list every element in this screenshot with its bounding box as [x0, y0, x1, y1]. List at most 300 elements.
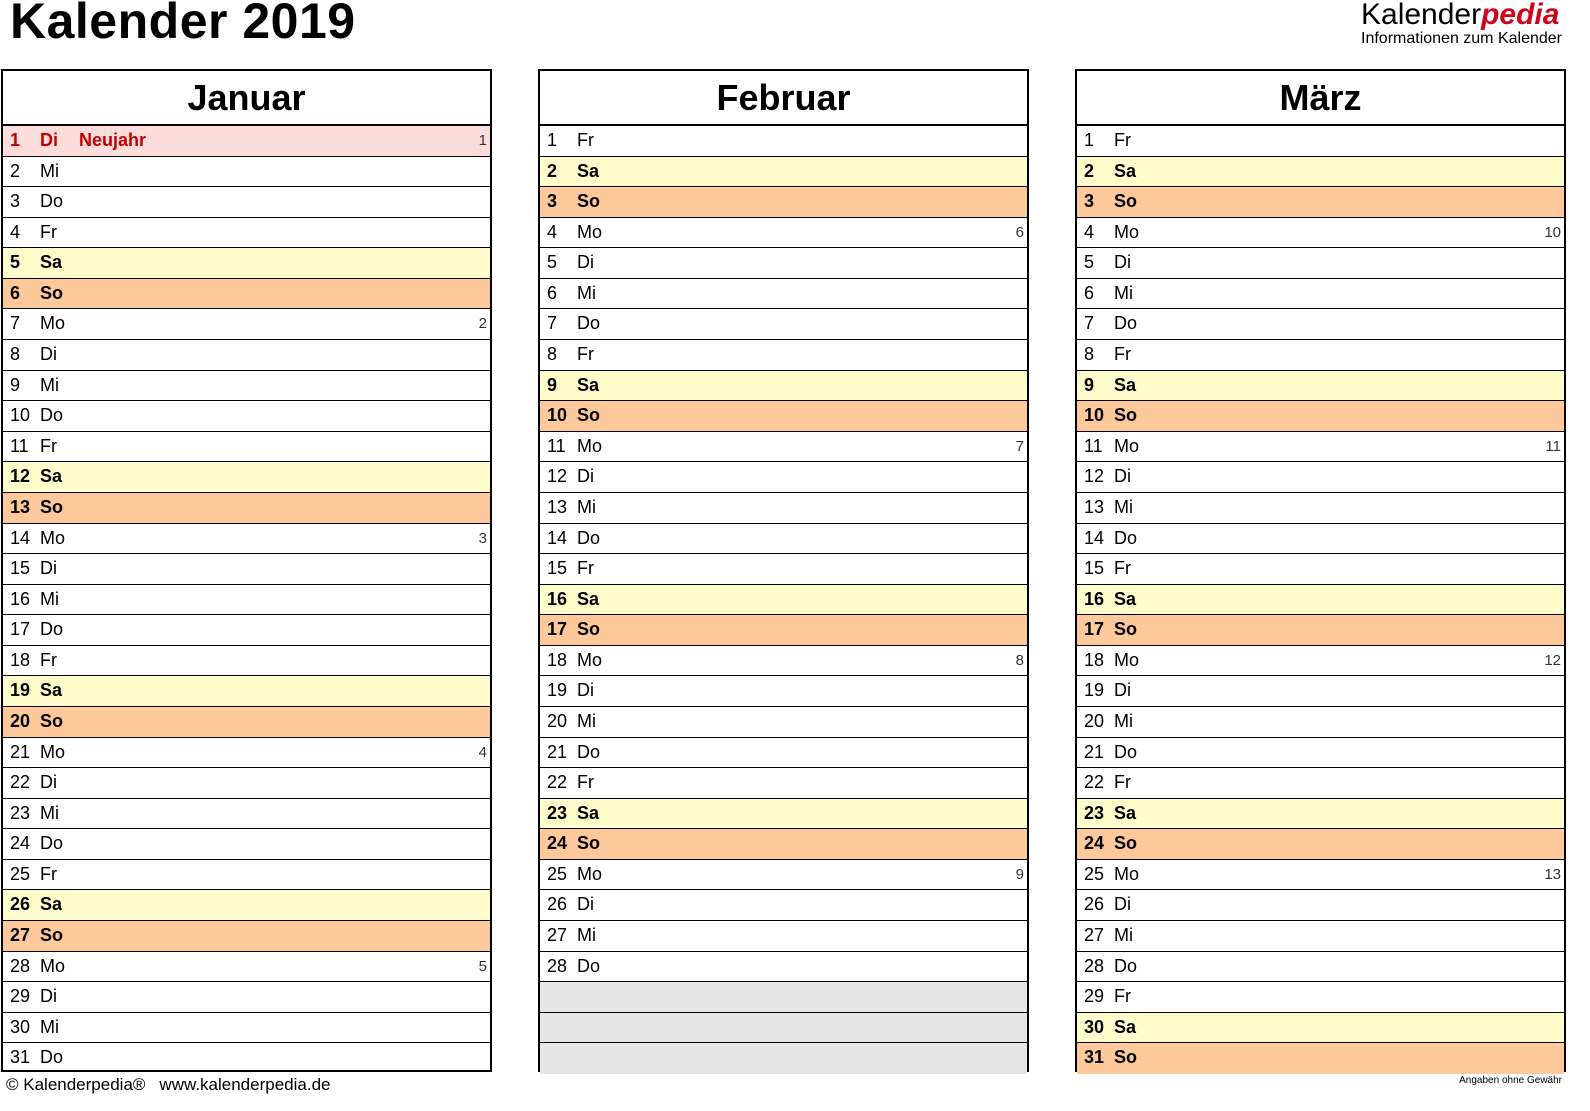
day-number: 17 — [547, 619, 568, 640]
day-row — [1077, 432, 1564, 463]
day-number: 5 — [547, 252, 558, 273]
weekday: Do — [577, 527, 601, 548]
weekday: Mo — [577, 649, 603, 670]
weekday: Sa — [1114, 802, 1137, 823]
day-row — [1077, 921, 1564, 952]
day-number: 9 — [10, 374, 21, 395]
weekday: Mo — [40, 313, 66, 334]
weekday: Mi — [40, 802, 59, 823]
day-row — [3, 126, 490, 157]
day-row — [540, 187, 1027, 218]
brand-tagline: Informationen zum Kalender — [1361, 30, 1562, 47]
day-row — [540, 676, 1027, 707]
day-number: 16 — [10, 588, 31, 609]
day-number: 26 — [547, 894, 568, 915]
day-number: 10 — [10, 405, 31, 426]
day-number: 4 — [10, 221, 21, 242]
weekday: Sa — [40, 680, 63, 701]
day-row — [540, 309, 1027, 340]
day-number: 7 — [1084, 313, 1095, 334]
week-number: 7 — [1015, 437, 1024, 455]
day-row — [3, 309, 490, 340]
day-row — [1077, 768, 1564, 799]
day-number: 28 — [1084, 955, 1105, 976]
weekday: Mo — [40, 955, 66, 976]
day-row — [540, 157, 1027, 188]
day-row — [540, 462, 1027, 493]
footer-disclaimer: Angaben ohne Gewähr — [1459, 1075, 1562, 1086]
brand-name-part2: pedia — [1481, 0, 1560, 31]
day-row — [3, 799, 490, 830]
weekday: Do — [1114, 527, 1138, 548]
day-row — [540, 738, 1027, 769]
day-number: 24 — [1084, 833, 1105, 854]
weekday: Mi — [40, 1016, 59, 1037]
day-row — [540, 371, 1027, 402]
day-number: 11 — [1084, 435, 1103, 456]
weekday: Do — [1114, 741, 1138, 762]
day-number: 23 — [1084, 802, 1105, 823]
day-row — [1077, 890, 1564, 921]
weekday: So — [40, 710, 64, 731]
day-number: 13 — [10, 496, 31, 517]
day-row — [540, 860, 1027, 891]
day-row — [3, 890, 490, 921]
month-title: Februar — [540, 71, 1027, 126]
day-number: 22 — [547, 772, 568, 793]
day-number: 12 — [10, 466, 31, 487]
week-number: 5 — [478, 957, 487, 975]
weekday: Sa — [577, 802, 600, 823]
day-number: 11 — [10, 435, 29, 456]
weekday: Mo — [577, 435, 603, 456]
weekday: Di — [40, 558, 57, 579]
footer-credits — [6, 1075, 330, 1095]
day-number: 28 — [547, 955, 568, 976]
day-number: 9 — [1084, 374, 1095, 395]
weekday: Sa — [1114, 1016, 1137, 1037]
week-number: 11 — [1545, 437, 1561, 455]
weekday: Mi — [1114, 496, 1133, 517]
weekday: Fr — [40, 435, 57, 456]
day-row — [3, 340, 490, 371]
day-number: 1 — [1084, 130, 1095, 150]
day-row — [1077, 615, 1564, 646]
weekday: Di — [577, 466, 594, 487]
month-title: Januar — [3, 71, 490, 126]
weekday: Mi — [577, 496, 596, 517]
day-row — [1077, 126, 1564, 157]
weekday: Fr — [577, 344, 594, 365]
day-number: 4 — [1084, 221, 1095, 242]
day-row — [540, 799, 1027, 830]
day-number: 3 — [10, 191, 21, 212]
weekday: Do — [40, 1047, 64, 1068]
empty-day-row — [540, 982, 1027, 1013]
weekday: Do — [40, 405, 64, 426]
weekday: Mi — [40, 588, 59, 609]
weekday: Fr — [577, 558, 594, 579]
week-number: 12 — [1544, 651, 1561, 669]
day-number: 17 — [10, 619, 31, 640]
day-row — [3, 279, 490, 310]
day-row — [540, 279, 1027, 310]
day-number: 10 — [1084, 405, 1105, 426]
day-number: 18 — [10, 649, 31, 670]
day-row — [540, 829, 1027, 860]
weekday: Mo — [1114, 649, 1140, 670]
weekday: Mi — [1114, 710, 1133, 731]
weekday: Mi — [40, 160, 59, 181]
weekday: Mo — [1114, 863, 1140, 884]
day-number: 28 — [10, 955, 31, 976]
day-row — [540, 585, 1027, 616]
weekday: Sa — [1114, 588, 1137, 609]
day-number: 13 — [1084, 496, 1105, 517]
day-row — [3, 829, 490, 860]
week-number: 8 — [1015, 651, 1024, 669]
day-row — [3, 157, 490, 188]
day-row — [1077, 585, 1564, 616]
day-number: 20 — [10, 710, 31, 731]
weekday: Do — [40, 833, 64, 854]
day-number: 23 — [10, 802, 31, 823]
day-row — [3, 615, 490, 646]
day-row — [1077, 279, 1564, 310]
day-number: 25 — [10, 863, 31, 884]
day-number: 3 — [1084, 191, 1095, 212]
day-row — [1077, 1013, 1564, 1044]
weekday: Do — [40, 619, 64, 640]
weekday: Mo — [40, 527, 66, 548]
day-number: 8 — [10, 344, 21, 365]
day-row — [3, 432, 490, 463]
day-number: 18 — [1084, 649, 1105, 670]
weekday: Do — [577, 741, 601, 762]
day-row — [1077, 1043, 1564, 1074]
day-number: 15 — [10, 558, 31, 579]
weekday: Fr — [40, 649, 57, 670]
day-row — [540, 952, 1027, 983]
day-row — [1077, 248, 1564, 279]
day-number: 16 — [1084, 588, 1105, 609]
weekday: So — [1114, 1047, 1138, 1068]
day-row — [1077, 982, 1564, 1013]
day-row — [3, 768, 490, 799]
day-row — [1077, 309, 1564, 340]
weekday: Fr — [1114, 130, 1131, 150]
weekday: Di — [40, 130, 58, 150]
day-row — [1077, 676, 1564, 707]
day-row — [3, 1013, 490, 1044]
weekday: Di — [40, 986, 57, 1007]
day-row — [3, 860, 490, 891]
day-row — [3, 187, 490, 218]
day-row — [540, 646, 1027, 677]
day-number: 29 — [1084, 986, 1105, 1007]
day-number: 15 — [547, 558, 568, 579]
day-number: 29 — [10, 986, 31, 1007]
day-number: 22 — [1084, 772, 1105, 793]
day-row — [1077, 401, 1564, 432]
day-row — [540, 340, 1027, 371]
day-number: 30 — [1084, 1016, 1105, 1037]
day-number: 21 — [547, 741, 568, 762]
day-row — [540, 707, 1027, 738]
day-row — [540, 248, 1027, 279]
weekday: Fr — [577, 772, 594, 793]
weekday: Mi — [1114, 282, 1133, 303]
footer-url[interactable]: www.kalenderpedia.de — [159, 1075, 331, 1094]
week-number: 1 — [478, 132, 487, 149]
week-number: 10 — [1544, 223, 1561, 241]
weekday: So — [577, 191, 601, 212]
day-row — [1077, 187, 1564, 218]
empty-day-row — [540, 1013, 1027, 1044]
day-row — [540, 890, 1027, 921]
day-number: 6 — [1084, 282, 1095, 303]
day-number: 25 — [547, 863, 568, 884]
day-number: 14 — [1084, 527, 1105, 548]
weekday: Mi — [577, 925, 596, 946]
day-number: 9 — [547, 374, 558, 395]
day-row — [540, 921, 1027, 952]
weekday: Do — [40, 191, 64, 212]
weekday: Mi — [40, 374, 59, 395]
weekday: Sa — [40, 466, 63, 487]
brand-name — [1361, 0, 1562, 30]
brand-name-part1: Kalender — [1361, 0, 1482, 31]
day-number: 5 — [1084, 252, 1095, 273]
weekday: Di — [577, 680, 594, 701]
weekday: Di — [577, 252, 594, 273]
day-number: 6 — [10, 282, 21, 303]
weekday: Do — [1114, 313, 1138, 334]
weekday: Fr — [40, 863, 57, 884]
day-row — [1077, 371, 1564, 402]
day-row — [3, 585, 490, 616]
day-number: 1 — [10, 130, 21, 150]
weekday: So — [40, 282, 64, 303]
day-number: 19 — [10, 680, 31, 701]
day-row — [3, 462, 490, 493]
day-number: 2 — [1084, 160, 1095, 181]
day-row — [540, 493, 1027, 524]
day-number: 25 — [1084, 863, 1105, 884]
day-row — [540, 218, 1027, 249]
day-number: 7 — [10, 313, 21, 334]
day-row — [3, 218, 490, 249]
day-row — [1077, 952, 1564, 983]
day-row — [1077, 738, 1564, 769]
day-number: 21 — [1084, 741, 1105, 762]
day-row — [3, 493, 490, 524]
day-number: 30 — [10, 1016, 31, 1037]
day-number: 24 — [10, 833, 31, 854]
weekday: Mi — [577, 282, 596, 303]
day-row — [3, 952, 490, 983]
day-row — [1077, 799, 1564, 830]
weekday: Fr — [577, 130, 594, 150]
empty-day-row — [540, 1043, 1027, 1074]
weekday: Mi — [577, 710, 596, 731]
weekday: Mi — [1114, 925, 1133, 946]
weekday: Fr — [1114, 772, 1131, 793]
week-number: 3 — [478, 529, 487, 547]
weekday: Sa — [40, 252, 63, 273]
weekday: Do — [577, 313, 601, 334]
day-number: 19 — [547, 680, 568, 701]
weekday: So — [1114, 619, 1138, 640]
day-number: 17 — [1084, 619, 1105, 640]
holiday-label: Neujahr — [79, 130, 147, 150]
day-number: 21 — [10, 741, 31, 762]
page-title: Kalender 2019 — [10, 0, 356, 49]
weekday: Sa — [577, 588, 600, 609]
day-row — [3, 554, 490, 585]
day-row — [3, 676, 490, 707]
weekday: So — [1114, 833, 1138, 854]
day-row — [1077, 860, 1564, 891]
day-row — [1077, 524, 1564, 555]
day-number: 22 — [10, 772, 31, 793]
day-list — [3, 126, 490, 1074]
week-number: 4 — [478, 743, 487, 761]
day-number: 3 — [547, 191, 558, 212]
day-number: 20 — [1084, 710, 1105, 731]
weekday: Di — [40, 772, 57, 793]
day-number: 10 — [547, 405, 568, 426]
weekday: So — [40, 496, 64, 517]
weekday: Fr — [1114, 344, 1131, 365]
weekday: Di — [1114, 252, 1131, 273]
day-row — [1077, 646, 1564, 677]
day-row — [3, 707, 490, 738]
day-row — [3, 371, 490, 402]
day-row — [3, 982, 490, 1013]
weekday: Di — [1114, 894, 1131, 915]
day-row — [1077, 554, 1564, 585]
weekday: Mo — [577, 863, 603, 884]
weekday: Sa — [577, 374, 600, 395]
week-number: 13 — [1544, 865, 1561, 883]
day-row — [3, 401, 490, 432]
brand-logo — [1361, 0, 1562, 47]
week-number: 2 — [478, 315, 487, 333]
day-row — [3, 1043, 490, 1074]
day-row — [1077, 218, 1564, 249]
weekday: So — [577, 833, 601, 854]
day-number: 8 — [1084, 344, 1095, 365]
day-number: 2 — [10, 160, 21, 181]
day-number: 27 — [10, 925, 31, 946]
day-row — [1077, 157, 1564, 188]
weekday: Sa — [577, 160, 600, 181]
day-number: 5 — [10, 252, 21, 273]
month-title: März — [1077, 71, 1564, 126]
month-march — [1075, 69, 1566, 1072]
day-number: 2 — [547, 160, 558, 181]
day-number: 14 — [10, 527, 31, 548]
day-number: 6 — [547, 282, 558, 303]
day-row — [540, 554, 1027, 585]
footer-copyright: © Kalenderpedia® — [6, 1075, 146, 1094]
weekday: Di — [577, 894, 594, 915]
weekday: Mo — [40, 741, 66, 762]
weekday: Mo — [1114, 221, 1140, 242]
weekday: Di — [1114, 680, 1131, 701]
weekday: So — [577, 405, 601, 426]
day-number: 8 — [547, 344, 558, 365]
weekday: So — [577, 619, 601, 640]
weekday: Fr — [40, 221, 57, 242]
day-number: 24 — [547, 833, 568, 854]
day-number: 7 — [547, 313, 558, 334]
day-row — [540, 401, 1027, 432]
day-number: 20 — [547, 710, 568, 731]
month-february — [538, 69, 1029, 1072]
day-row — [540, 615, 1027, 646]
day-number: 1 — [547, 130, 558, 150]
week-number: 9 — [1015, 865, 1024, 883]
day-number: 26 — [1084, 894, 1105, 915]
day-number: 14 — [547, 527, 568, 548]
day-number: 16 — [547, 588, 568, 609]
day-number: 27 — [1084, 925, 1105, 946]
weekday: Do — [1114, 955, 1138, 976]
day-row — [1077, 707, 1564, 738]
weekday: So — [40, 925, 64, 946]
day-number: 31 — [1084, 1047, 1105, 1068]
day-row — [540, 768, 1027, 799]
day-row — [540, 524, 1027, 555]
weekday: Fr — [1114, 986, 1131, 1007]
weekday: So — [1114, 405, 1138, 426]
day-row — [3, 248, 490, 279]
weekday: So — [1114, 191, 1138, 212]
day-number: 12 — [1084, 466, 1105, 487]
day-row — [3, 524, 490, 555]
day-number: 18 — [547, 649, 568, 670]
day-row — [1077, 462, 1564, 493]
day-list — [540, 126, 1027, 1074]
weekday: Do — [577, 955, 601, 976]
weekday: Sa — [40, 894, 63, 915]
day-number: 15 — [1084, 558, 1105, 579]
day-number: 19 — [1084, 680, 1105, 701]
day-number: 26 — [10, 894, 31, 915]
day-row — [3, 646, 490, 677]
day-row — [3, 921, 490, 952]
day-number: 12 — [547, 466, 568, 487]
weekday: Sa — [1114, 160, 1137, 181]
day-list — [1077, 126, 1564, 1074]
day-number: 27 — [547, 925, 568, 946]
day-row — [1077, 493, 1564, 524]
weekday: Sa — [1114, 374, 1137, 395]
day-row — [1077, 829, 1564, 860]
day-number: 11 — [547, 435, 566, 456]
day-number: 31 — [10, 1047, 31, 1068]
day-row — [1077, 340, 1564, 371]
weekday: Fr — [1114, 558, 1131, 579]
weekday: Di — [40, 344, 57, 365]
day-number: 4 — [547, 221, 558, 242]
day-number: 23 — [547, 802, 568, 823]
day-number: 13 — [547, 496, 568, 517]
weekday: Mo — [1114, 435, 1140, 456]
day-row — [540, 432, 1027, 463]
